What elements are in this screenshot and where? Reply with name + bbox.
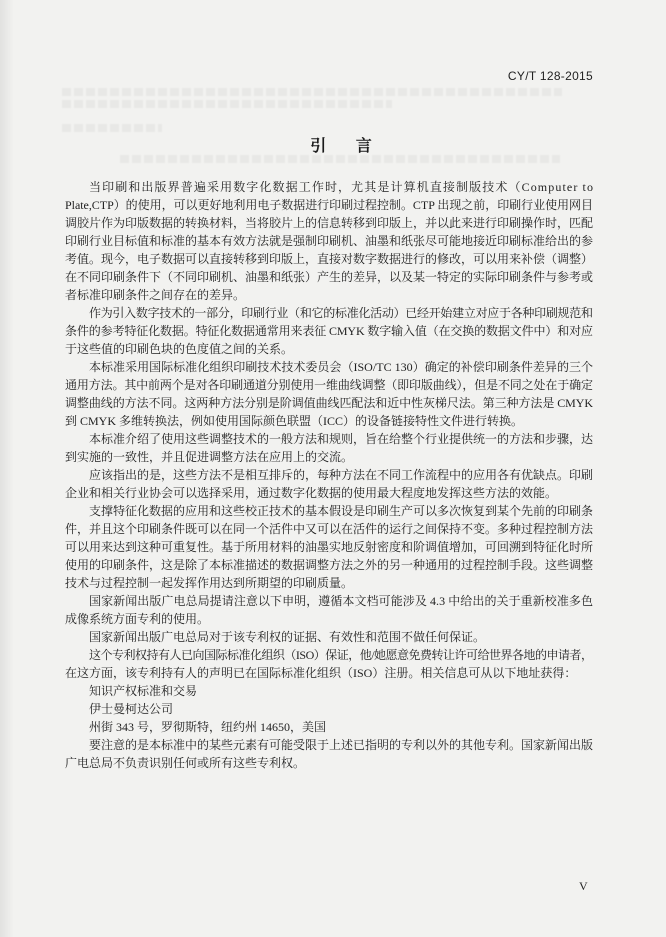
text-line: 成像系统方面专利的使用。 xyxy=(65,612,210,626)
paragraph xyxy=(65,646,593,682)
text-line: 支撑特征化数据的应用和这些校正技术的基本假设是印刷生产可以多次恢复到某个先前的印刷条 xyxy=(89,504,593,518)
document-code: CY/T 128-2015 xyxy=(507,69,593,83)
text-line: Plate,CTP）的使用，可以更好地利用电子数据进行印刷过程控制。CTP 出现之前，印刷行业使用网目 xyxy=(65,198,593,212)
text-line: 这个专利权持有人已向国际标准化组织（ISO）保证，他/她愿意免费转让许可给世界各地的申请者， xyxy=(89,648,593,662)
text-line: 印刷行业目标值和标准的基本有效方法就是强制印刷机、油墨和纸张尽可能地接近印刷标准给出的参 xyxy=(65,234,593,248)
paragraph xyxy=(65,502,593,592)
text-line: 在不同印刷条件下（不同印刷机、油墨和纸张）产生的差异，以及某一特定的实际印刷条件与参考或 xyxy=(65,270,593,284)
address-line: 州街 343 号，罗彻斯特，纽约州 14650，美国 xyxy=(89,720,327,734)
text-line: 通用方法。其中前两个是对各印刷通道分别使用一维曲线调整（即印版曲线），但是不同之处在于确定 xyxy=(65,378,593,392)
address-block xyxy=(65,682,593,736)
document-body xyxy=(65,178,593,772)
text-line: 条件的参考特征化数据。特征化数据通常用来表征 CMYK 数字输入值（在交换的数据文件中）和对应 xyxy=(65,324,593,338)
address-line: 知识产权标准和交易 xyxy=(89,684,198,698)
text-line: 国家新闻出版广电总局对于该专利权的证据、有效性和范围不做任何保证。 xyxy=(89,630,486,644)
paragraph xyxy=(65,430,593,466)
paragraph xyxy=(65,592,593,628)
text-line: 应该指出的是，这些方法不是相互排斥的，每种方法在不同工作流程中的应用各有优缺点。印刷 xyxy=(89,468,593,482)
paragraph xyxy=(65,358,593,430)
text-line: 国家新闻出版广电总局提请注意以下申明，遵循本文档可能涉及 4.3 中给出的关于重新校准多色 xyxy=(89,594,594,608)
paragraph xyxy=(65,304,593,358)
text-line: 于这些值的印刷色块的色度值之间的关系。 xyxy=(65,342,294,356)
text-line: 本标准采用国际标准化组织印刷技术技术委员会（ISO/TC 130）确定的补偿印刷条件差异的三个 xyxy=(89,360,594,374)
text-line: 者标准印刷条件之间存在的差异。 xyxy=(65,288,246,302)
paragraph xyxy=(65,736,593,772)
text-line: 使用的印刷条件，这是除了本标准描述的数据调整方法之外的另一种通用的过程控制手段。这些调整 xyxy=(65,558,593,572)
text-line: 作为引入数字技术的一部分，印刷行业（和它的标准化活动）已经开始建立对应于各种印刷规范和 xyxy=(89,306,593,320)
show-through-line xyxy=(62,124,162,132)
paragraph xyxy=(65,628,593,646)
text-line: 到 CMYK 多维转换法，例如使用国际颜色联盟（ICC）的设备链接特性文件进行转换。 xyxy=(65,414,524,428)
text-line: 广电总局不负责识别任何或所有这些专利权。 xyxy=(65,756,306,770)
text-line: 调胶片作为印版数据的转换材料，当将胶片上的信息转移到印版上，并以此来进行印刷操作时，匹配 xyxy=(65,216,593,230)
text-line: 可以用来达到这种可重复性。基于所用材料的油墨实地反射密度和阶调值增加，可回溯到特征化时所 xyxy=(65,540,593,554)
page-title: 引 言 xyxy=(310,136,384,155)
text-line: 到实施的一致性，并且促进调整方法在应用上的交流。 xyxy=(65,450,354,464)
text-line: 在这方面，该专利持有人的声明已在国际标准化组织（ISO）注册。相关信息可从以下地址获得： xyxy=(65,666,577,680)
text-line: 当印刷和出版界普遍采用数字化数据工作时，尤其是计算机直接制版技术（Computer to xyxy=(89,180,595,194)
paragraph xyxy=(65,178,593,304)
text-line: 考值。现今，电子数据可以直接转移到印版上，直接对数字数据进行的修改，可以用来补偿（调整） xyxy=(65,252,593,266)
text-line: 企业和相关行业协会可以选择采用，通过数字化数据的使用最大程度地发挥这些方法的效能。 xyxy=(65,486,558,500)
text-line: 本标准介绍了使用这些调整技术的一般方法和规则，旨在给整个行业提供统一的方法和步骤，达 xyxy=(89,432,593,446)
text-line: 要注意的是本标准中的某些元素有可能受限于上述已指明的专利以外的其他专利。国家新闻出版 xyxy=(89,738,593,752)
text-line: 调整曲线的方法不同。这两种方法分别是阶调值曲线匹配法和近中性灰梯尺法。第三种方法是 CMYK xyxy=(65,396,593,410)
address-line: 伊士曼柯达公司 xyxy=(89,702,174,716)
paragraph xyxy=(65,466,593,502)
page-number: V xyxy=(579,879,588,893)
show-through-line xyxy=(120,155,560,163)
show-through-line xyxy=(62,88,562,96)
show-through-line xyxy=(62,100,392,108)
text-line: 技术与过程控制一起发挥作用达到所期望的印刷质量。 xyxy=(65,576,354,590)
text-line: 件，并且这个印刷条件既可以在同一个活件中又可以在活件的运行之间保持不变。多种过程控制方法 xyxy=(65,522,593,536)
